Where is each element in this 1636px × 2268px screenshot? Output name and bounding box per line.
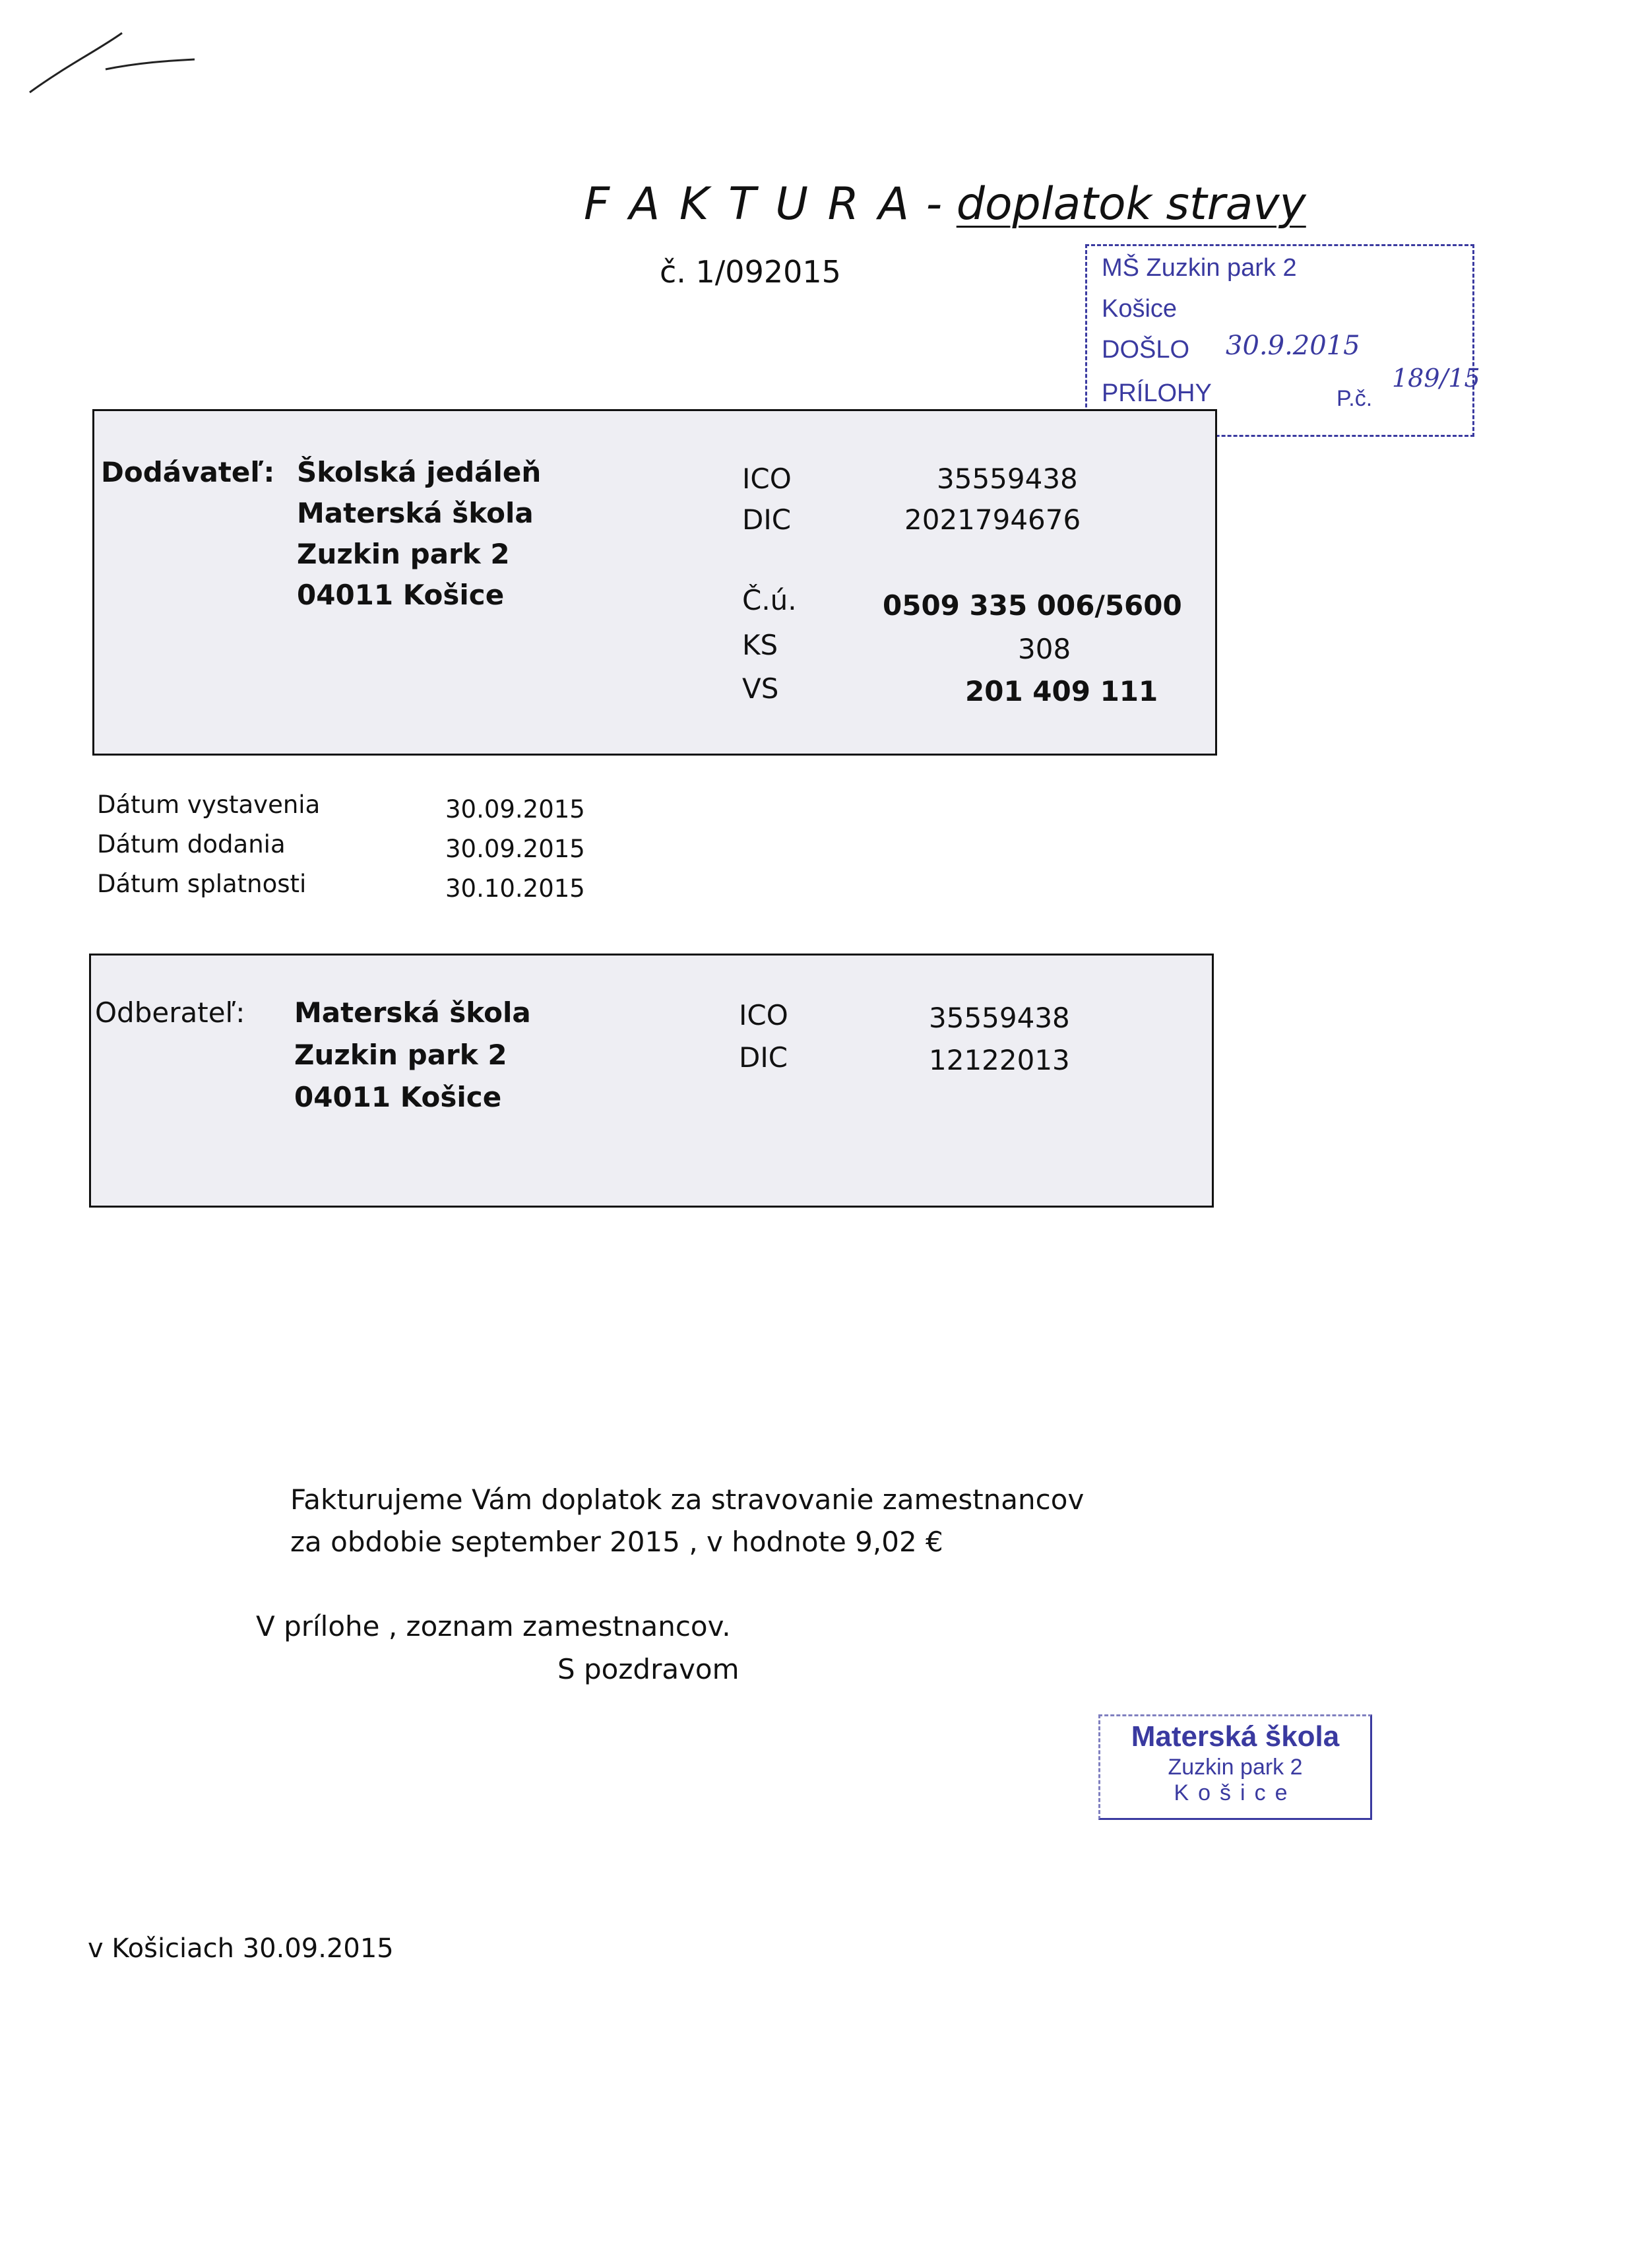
delivery-date-label: Dátum dodania [97, 830, 286, 859]
supplier-address-line: Materská škola [297, 497, 534, 529]
supplier-label: Dodávateľ: [101, 456, 275, 488]
buyer-ico: 35559438 [929, 1002, 1070, 1034]
supplier-account: 0509 335 006/5600 [883, 589, 1182, 622]
attachment-note: V prílohe , zoznam zamestnancov. [256, 1610, 731, 1642]
buyer-ico-label: ICO [739, 999, 788, 1031]
body-line2: za obdobie september 2015 , v hodnote 9,02 € [290, 1526, 943, 1558]
place-date: v Košiciach 30.09.2015 [88, 1933, 394, 1964]
buyer-box [89, 954, 1214, 1208]
due-date-label: Dátum splatnosti [97, 870, 307, 898]
buyer-address-line: Zuzkin park 2 [294, 1039, 507, 1071]
school-stamp [1098, 1714, 1372, 1820]
pen-mark-icon [26, 26, 198, 99]
supplier-ks-label: KS [742, 629, 778, 661]
issue-date-label: Dátum vystavenia [97, 791, 321, 819]
issue-date: 30.09.2015 [445, 795, 585, 824]
supplier-ks: 308 [1018, 633, 1071, 665]
supplier-name: Školská jedáleň [297, 456, 542, 488]
supplier-ico-label: ICO [742, 463, 792, 495]
received-stamp [1085, 244, 1480, 437]
title-sub: doplatok stravy [956, 178, 1306, 230]
supplier-account-label: Č.ú. [742, 584, 797, 616]
title-separator: - [912, 178, 957, 230]
supplier-dic-label: DIC [742, 503, 792, 536]
supplier-address-line: 04011 Košice [297, 579, 505, 611]
stamp-line1: MŠ Zuzkin park 2 [1102, 254, 1297, 282]
invoice-number: č. 1/092015 [660, 254, 841, 290]
buyer-dic-label: DIC [739, 1041, 788, 1074]
buyer-name: Materská škola [294, 996, 531, 1029]
school-stamp-line3: Košice [1174, 1780, 1297, 1805]
school-stamp-line2: Zuzkin park 2 [1168, 1755, 1303, 1780]
stamp-number-label: P.č. [1337, 386, 1373, 411]
buyer-address-line: 04011 Košice [294, 1081, 502, 1113]
buyer-label: Odberateľ: [95, 996, 245, 1029]
stamp-line2: Košice [1102, 295, 1178, 323]
school-stamp-line1: Materská škola [1131, 1720, 1340, 1753]
stamp-number: 189/15 [1392, 364, 1480, 393]
supplier-address-line: Zuzkin park 2 [297, 538, 510, 570]
delivery-date: 30.09.2015 [445, 835, 585, 863]
supplier-ico: 35559438 [937, 463, 1078, 495]
stamp-attachments-label: PRÍLOHY [1102, 379, 1212, 407]
supplier-box [92, 409, 1217, 756]
stamp-received-label: DOŠLO [1102, 336, 1190, 364]
body-line1: Fakturujeme Vám doplatok za stravovanie zamestnancov [290, 1483, 1085, 1516]
supplier-dic: 2021794676 [904, 503, 1081, 536]
supplier-vs: 201 409 111 [965, 675, 1158, 707]
greeting: S pozdravom [557, 1653, 739, 1685]
due-date: 30.10.2015 [445, 874, 585, 903]
buyer-dic: 12122013 [929, 1044, 1070, 1076]
supplier-vs-label: VS [742, 672, 779, 705]
invoice-title [584, 178, 1306, 230]
stamp-received-date: 30.9.2015 [1226, 331, 1360, 361]
title-main: F A K T U R A [584, 178, 912, 230]
